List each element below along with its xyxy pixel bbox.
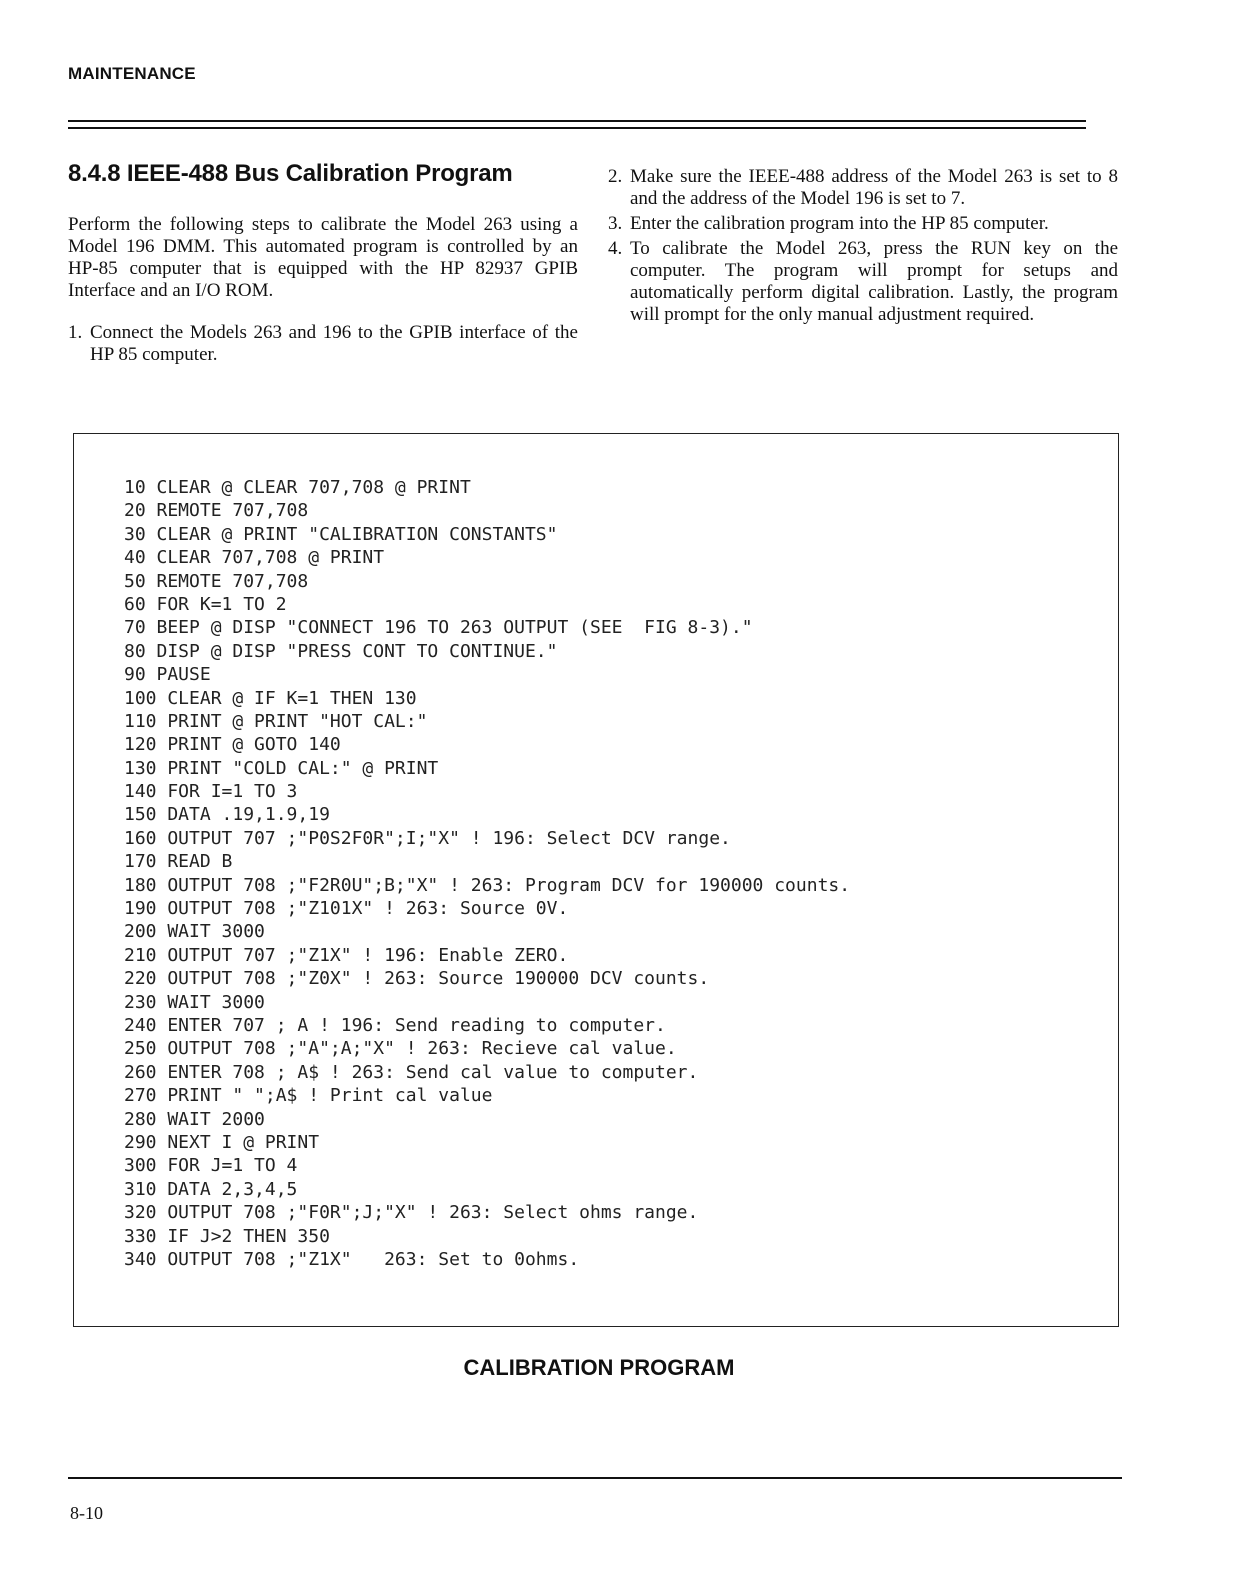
code-line: 170 READ B [124, 851, 233, 873]
code-line: 290 NEXT I @ PRINT [124, 1131, 320, 1153]
code-line: 70 BEEP @ DISP "CONNECT 196 TO 263 OUTPUT (SEE FIG 8-3)." [124, 617, 753, 639]
code-line: 240 ENTER 707 ; A ! 196: Send reading to computer. [124, 1014, 666, 1036]
code-line: 160 OUTPUT 707 ;"P0S2F0R";I;"X" ! 196: Select DCV range. [124, 827, 731, 849]
code-line: 190 OUTPUT 708 ;"Z101X" ! 263: Source 0V. [124, 898, 569, 920]
footer-rule [68, 1477, 1122, 1479]
code-line: 80 DISP @ DISP "PRESS CONT TO CONTINUE." [124, 640, 558, 662]
steps-list-left [68, 322, 578, 366]
code-line: 20 REMOTE 707,708 [124, 500, 309, 522]
code-line: 110 PRINT @ PRINT "HOT CAL:" [124, 710, 428, 732]
code-line: 310 DATA 2,3,4,5 [124, 1178, 298, 1200]
program-listing [124, 476, 850, 1271]
code-line: 200 WAIT 3000 [124, 921, 265, 943]
code-line: 30 CLEAR @ PRINT "CALIBRATION CONSTANTS" [124, 523, 558, 545]
header-rule-secondary [68, 127, 1086, 129]
code-line: 90 PAUSE [124, 664, 211, 686]
code-line: 340 OUTPUT 708 ;"Z1X" 263: Set to 0ohms. [124, 1248, 580, 1270]
code-line: 210 OUTPUT 707 ;"Z1X" ! 196: Enable ZERO. [124, 944, 569, 966]
code-line: 50 REMOTE 707,708 [124, 570, 309, 592]
code-line: 150 DATA .19,1.9,19 [124, 804, 330, 826]
step-item [608, 238, 1118, 326]
code-line: 100 CLEAR @ IF K=1 THEN 130 [124, 687, 417, 709]
code-line: 220 OUTPUT 708 ;"Z0X" ! 263: Source 190000 DCV counts. [124, 968, 710, 990]
step-text: To calibrate the Model 263, press the RUN key on the computer. The program will prompt for setups and automatically perform digital calibration. Lastly, the program will prompt for the only manual adjustment required. [630, 238, 1118, 325]
step-number: 1. [68, 322, 83, 343]
code-line: 270 PRINT " ";A$ ! Print cal value [124, 1085, 493, 1107]
intro-paragraph: Perform the following steps to calibrate the Model 263 using a Model 196 DMM. This automated program is controlled by an HP-85 computer that is equipped with the HP 82937 GPIB Interface and an I/O ROM. [68, 214, 578, 301]
code-line: 40 CLEAR 707,708 @ PRINT [124, 547, 385, 569]
code-line: 280 WAIT 2000 [124, 1108, 265, 1130]
code-line: 120 PRINT @ GOTO 140 [124, 734, 341, 756]
step-number: 3. [608, 213, 623, 234]
code-line: 140 FOR I=1 TO 3 [124, 781, 298, 803]
code-line: 230 WAIT 3000 [124, 991, 265, 1013]
running-header: MAINTENANCE [68, 64, 196, 83]
code-line: 300 FOR J=1 TO 4 [124, 1155, 298, 1177]
step-text: Make sure the IEEE-488 address of the Model 263 is set to 8 and the address of the Model 196 is set to 7. [630, 166, 1118, 209]
code-line: 180 OUTPUT 708 ;"F2R0U";B;"X" ! 263: Program DCV for 190000 counts. [124, 874, 851, 896]
step-text: Connect the Models 263 and 196 to the GPIB interface of the HP 85 computer. [90, 322, 578, 365]
code-line: 130 PRINT "COLD CAL:" @ PRINT [124, 757, 439, 779]
section-title: 8.4.8 IEEE-488 Bus Calibration Program [68, 160, 513, 187]
step-item [68, 322, 578, 366]
code-line: 60 FOR K=1 TO 2 [124, 593, 287, 615]
step-number: 2. [608, 166, 623, 187]
step-number: 4. [608, 238, 623, 259]
header-rule [68, 120, 1086, 122]
code-line: 320 OUTPUT 708 ;"F0R";J;"X" ! 263: Select ohms range. [124, 1202, 699, 1224]
page-number: 8-10 [70, 1503, 103, 1523]
left-column [68, 160, 578, 366]
step-item [608, 213, 1118, 235]
code-line: 260 ENTER 708 ; A$ ! 263: Send cal value to computer. [124, 1061, 699, 1083]
program-listing-box [73, 433, 1119, 1327]
step-item [608, 166, 1118, 210]
code-line: 250 OUTPUT 708 ;"A";A;"X" ! 263: Recieve cal value. [124, 1038, 677, 1060]
figure-caption: CALIBRATION PROGRAM [463, 1355, 735, 1380]
steps-list-right [608, 166, 1118, 326]
right-column [608, 166, 1118, 329]
code-line: 10 CLEAR @ CLEAR 707,708 @ PRINT [124, 477, 471, 498]
step-text: Enter the calibration program into the HP 85 computer. [630, 213, 1049, 234]
code-line: 330 IF J>2 THEN 350 [124, 1225, 330, 1247]
